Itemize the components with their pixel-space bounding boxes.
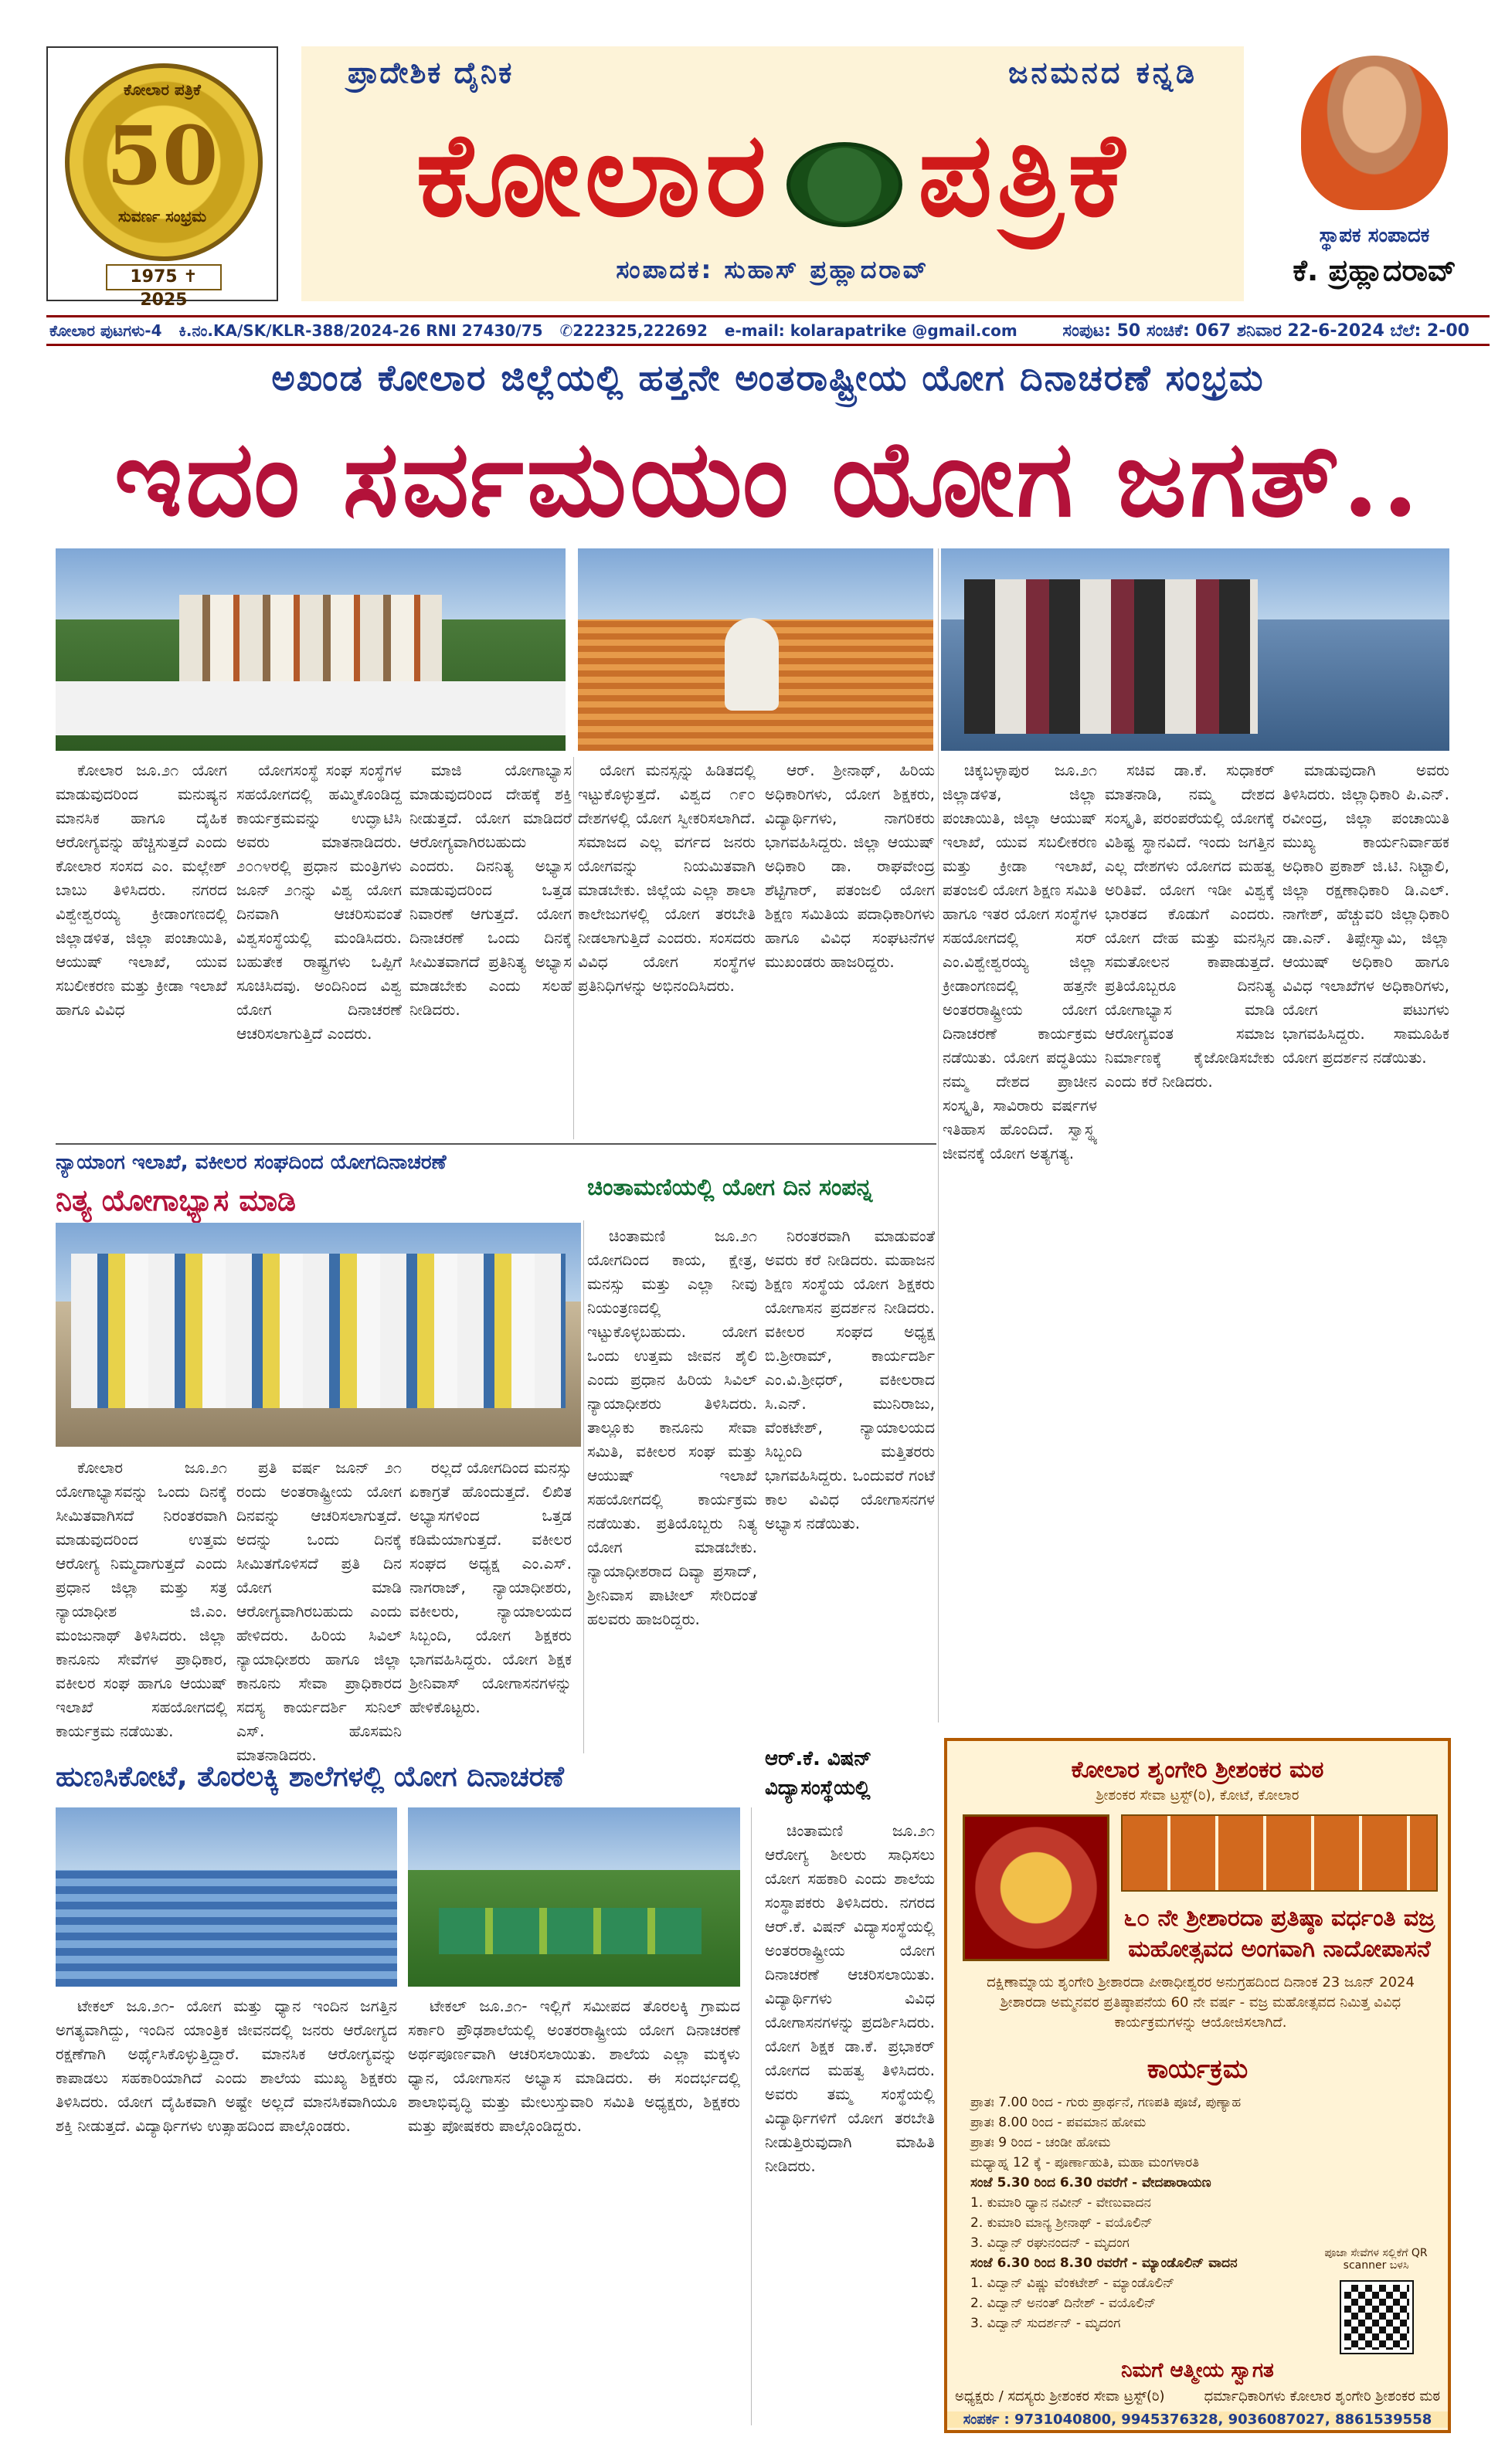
main-story-col-1: ಕೋಲಾರ ಜೂ.೨೧ ಯೋಗ ಮಾಡುವುದರಿಂದ ಮನುಷ್ಯನ ಮಾನಸಿಕ ಹಾಗೂ ದೈಹಿಕ ಆರೋಗ್ಯವನ್ನು ಹೆಚ್ಚಿಸುತ್ತದೆ ಎಂದು ಕೋಲಾರ ಸಂಸದ ಎಂ. ಮಲ್ಲೇಶ್ ಬಾಬು ತಿಳಿಸಿದರು. ನಗರದ ವಿಶ್ವೇಶ್ವರಯ್ಯ ಕ್ರೀಡಾಂಗಣದಲ್ಲಿ ಜಿಲ್ಲಾಡಳಿತ, ಜಿಲ್ಲಾ ಪಂಚಾಯಿತಿ, ಆಯುಷ್ ಇಲಾಖೆ, ಯುವ ಸಬಲೀಕರಣ ಮತ್ತು ಕ್ರೀಡಾ ಇಲಾಖೆ ಹಾಗೂ ವಿವಿಧ: [56, 761, 227, 1019]
page-count: ಕೋಲಾರ ಪುಟಗಳು-4: [49, 321, 162, 340]
qr-caption: ಪೂಜಾ ಸೇವೆಗಳ ಸಲ್ಲಿಕೆಗೆ QR scanner ಬಳಸಿ: [1324, 2247, 1428, 2272]
logo-number: 50: [106, 108, 219, 203]
lead-kicker: ಅಖಂಡ ಕೋಲಾರ ಜಿಲ್ಲೆಯಲ್ಲಿ ಹತ್ತನೇ ಅಂತರಾಷ್ಟ್ರೀಯ ಯೋಗ ದಿನಾಚರಣೆ ಸಂಭ್ರಮ: [271, 357, 1265, 399]
ad-announcement: ೬೦ ನೇ ಶ್ರೀಶಾರದಾ ಪ್ರತಿಷ್ಠಾ ವರ್ಧಂತಿ ವಜ್ರ ಮಹೋತ್ಸವದ ಅಂಗವಾಗಿ ನಾದೋಪಾಸನೆ: [1123, 1905, 1435, 1963]
deity-image: [963, 1814, 1109, 1961]
lead-headline: ಇದಂ ಸರ್ವಮಯಂ ಯೋಗ ಜಗತ್..: [114, 417, 1422, 541]
schedule-item: ಪ್ರಾತಃ 7.00 ರಿಂದ - ಗುರು ಪ್ರಾರ್ಥನೆ, ಗಣಪತಿ ಪೂಜೆ, ಪುಣ್ಯಾಹ: [970, 2095, 1242, 2110]
main-story-col-6: ಚಿಕ್ಕಬಳ್ಳಾಪುರ ಜೂ.೨೧ ಜಿಲ್ಲಾಡಳಿತ, ಜಿಲ್ಲಾ ಪಂಚಾಯಿತಿ, ಜಿಲ್ಲಾ ಆಯುಷ್ ಇಲಾಖೆ, ಯುವ ಸಬಲೀಕರಣ ಮತ್ತು ಕ್ರೀಡಾ ಇಲಾಖೆ, ಪತಂಜಲಿ ಯೋಗ ಶಿಕ್ಷಣ ಸಮಿತಿ ಹಾಗೂ ಇತರ ಯೋಗ ಸಂಸ್ಥೆಗಳ ಸಹಯೋಗದಲ್ಲಿ ಸರ್ ಎಂ.ವಿಶ್ವೇಶ್ವರಯ್ಯ ಜಿಲ್ಲಾ ಕ್ರೀಡಾಂಗಣದಲ್ಲಿ ಹತ್ತನೇ ಅಂತರರಾಷ್ಟ್ರೀಯ ಯೋಗ ದಿನಾಚರಣೆ ಕಾರ್ಯಕ್ರಮ ನಡೆಯಿತು. ಯೋಗ ಪದ್ಧತಿಯು ನಮ್ಮ ದೇಶದ ಪ್ರಾಚೀನ ಸಂಸ್ಕೃತಿ, ಸಾವಿರಾರು ವರ್ಷಗಳ ಇತಿಹಾಸ ಹೊಂದಿದೆ. ಸ್ವಾಸ್ಥ್ಯ ಜೀವನಕ್ಕೆ ಯೋಗ ಅತ್ಯಗತ್ಯ.: [943, 761, 1097, 1162]
founder-name: ಕೆ. ಪ್ರಹ್ಲಾದರಾವ್: [1293, 253, 1456, 287]
schedule-item: 1. ವಿದ್ವಾನ್ ವಿಷ್ಣು ವೆಂಕಟೇಶ್ - ಮ್ಯಾಂಡೊಲಿನ್: [970, 2276, 1175, 2291]
founder-role: ಸ್ಥಾಪಕ ಸಂಪಾದಕ: [1319, 224, 1430, 247]
logo-top-text: ಕೋಲಾರ ಪತ್ರಿಕೆ: [124, 80, 201, 99]
registration-number: ಕಿ.ನಂ.KA/SK/KLR-388/2024-26 RNI 27430/75: [178, 321, 543, 340]
photo-yoga-pose: [578, 548, 933, 751]
schedule-item: ಸಂಜೆ 5.30 ರಿಂದ 6.30 ರವರೆಗೆ - ವೇದಪಾರಾಯಣ: [970, 2175, 1211, 2191]
schedule-item: 1. ಕುಮಾರಿ ಧ್ಯಾನ ನವೀನ್ - ವೇಣುವಾದನ: [970, 2195, 1151, 2211]
schedule-item: 3. ವಿದ್ವಾನ್ ಸುದರ್ಶನ್ - ಮೃದಂಗ: [970, 2316, 1121, 2331]
ad-welcome: ನಿಮಗೆ ಆತ್ಮೀಯ ಸ್ವಾಗತ: [1121, 2359, 1274, 2382]
chintamani-story-headline: ಚಿಂತಾಮಣಿಯಲ್ಲಿ ಯೋಗ ದಿನ ಸಂಪನ್ನ: [587, 1174, 873, 1201]
ad-title: ಕೋಲಾರ ಶೃಂಗೇರಿ ಶ್ರೀಶಂಕರ ಮಠ: [1071, 1756, 1324, 1784]
ad-subtitle: ಶ್ರೀಶಂಕರ ಸೇವಾ ಟ್ರಸ್ಟ್(ರಿ), ಕೋಟೆ, ಕೋಲಾರ: [1096, 1787, 1299, 1804]
schools-story-headline: ಹುಣಸಿಕೋಟೆ, ತೊರಲಕ್ಕಿ ಶಾಲೆಗಳಲ್ಲಿ ಯೋಗ ದಿನಾಚರಣೆ: [56, 1761, 564, 1793]
court-story-col-1: ಕೋಲಾರ ಜೂ.೨೧ ಯೋಗಾಭ್ಯಾಸವನ್ನು ಒಂದು ದಿನಕ್ಕೆ ಸೀಮಿತವಾಗಿಸದೆ ನಿರಂತರವಾಗಿ ಮಾಡುವುದರಿಂದ ಉತ್ತಮ ಆರೋಗ್ಯ ನಿಮ್ಮದಾಗುತ್ತದೆ ಎಂದು ಪ್ರಧಾನ ಜಿಲ್ಲಾ ಮತ್ತು ಸತ್ರ ನ್ಯಾಯಾಧೀಶ ಜಿ.ಎಂ. ಮಂಜುನಾಥ್ ತಿಳಿಸಿದರು. ಜಿಲ್ಲಾ ಕಾನೂನು ಸೇವೆಗಳ ಪ್ರಾಧಿಕಾರ, ವಕೀಲರ ಸಂಘ ಹಾಗೂ ಆಯುಷ್ ಇಲಾಖೆ ಸಹಯೋಗದಲ್ಲಿ ಕಾರ್ಯಕ್ರಮ ನಡೆಯಿತು.: [56, 1458, 227, 1740]
main-story-col-4: ಯೋಗ ಮನಸ್ಸನ್ನು ಹಿಡಿತದಲ್ಲಿ ಇಟ್ಟುಕೊಳ್ಳುತ್ತದೆ. ವಿಶ್ವದ ೧೯೦ ದೇಶಗಳಲ್ಲಿ ಯೋಗ ಸ್ವೀಕರಿಸಲಾಗಿದೆ. ಸಮಾಜದ ಎಲ್ಲ ವರ್ಗದ ಜನರು ಯೋಗವನ್ನು ನಿಯಮಿತವಾಗಿ ಮಾಡಬೇಕು. ಜಿಲ್ಲೆಯ ಎಲ್ಲಾ ಶಾಲಾ ಕಾಲೇಜುಗಳಲ್ಲಿ ಯೋಗ ತರಬೇತಿ ನೀಡಲಾಗುತ್ತಿದೆ ಎಂದರು. ಸಂಸದರು ವಿವಿಧ ಯೋಗ ಸಂಸ್ಥೆಗಳ ಪ್ರತಿನಿಧಿಗಳನ್ನು ಅಭಿನಂದಿಸಿದರು.: [578, 761, 756, 995]
schedule-item: ಸಂಜೆ 6.30 ರಿಂದ 8.30 ರವರೆಗೆ - ಮ್ಯಾಂಡೊಲಿನ್ ವಾದನ: [970, 2255, 1238, 2271]
photo-school-yoga-1: [56, 1807, 397, 1987]
paper-title: [317, 107, 1228, 245]
founder-photo: [1301, 56, 1448, 210]
column-rule: [938, 548, 939, 1722]
ad-description: ದಕ್ಷಿಣಾಮ್ನಾಯ ಶೃಂಗೇರಿ ಶ್ರೀಶಾರದಾ ಪೀಠಾಧೀಶ್ವರರ ಅನುಗ್ರಹದಿಂದ ದಿನಾಂಕ 23 ಜೂನ್ 2024 ಶ್ರೀಶಾರದಾ ಅಮ್ಮನವರ ಪ್ರತಿಷ್ಠಾಪನೆಯ 60 ನೇ ವರ್ಷ - ವಜ್ರ ಮಹೋತ್ಸವದ ನಿಮಿತ್ತ ವಿವಿಧ ಕಾರ್ಯಕ್ರಮಗಳನ್ನು ಆಯೋಜಿಸಲಾಗಿದೆ.: [987, 1974, 1415, 2031]
editor-line: ಸಂಪಾದಕ: ಸುಹಾಸ್ ಪ್ರಹ್ಲಾದರಾವ್: [616, 255, 929, 284]
logo-years: 1975 ✝ 2025: [106, 264, 222, 290]
section-divider: [56, 1143, 936, 1145]
temple-advertisement: [944, 1738, 1451, 2433]
ad-foot-left: ಅಧ್ಯಕ್ಷರು / ಸದಸ್ಯರು ಶ್ರೀಶಂಕರ ಸೇವಾ ಟ್ರಸ್ಟ್(ರಿ): [955, 2388, 1165, 2405]
schedule-item: 2. ವಿದ್ವಾನ್ ಅನಂತ್ ದಿನೇಶ್ - ವಯೊಲಿನ್: [970, 2296, 1157, 2311]
masthead: [46, 46, 1490, 309]
elephant-emblem-icon: [786, 142, 902, 227]
court-story-col-3: ರಲ್ಲದೆ ಯೋಗದಿಂದ ಮನಸ್ಸು ಏಕಾಗ್ರತೆ ಹೊಂದುತ್ತದೆ. ಲಿಖಿತ ಅಭ್ಯಾಸಗಳಿಂದ ಒತ್ತಡ ಕಡಿಮೆಯಾಗುತ್ತದೆ. ವಕೀಲರ ಸಂಘದ ಅಧ್ಯಕ್ಷ ಎಂ.ಎಸ್. ನಾಗರಾಜ್, ನ್ಯಾಯಾಧೀಶರು, ವಕೀಲರು, ನ್ಯಾಯಾಲಯದ ಸಿಬ್ಬಂದಿ, ಯೋಗ ಶಿಕ್ಷಕರು ಭಾಗವಹಿಸಿದ್ದರು. ಯೋಗ ಶಿಕ್ಷಕ ಶ್ರೀನಿವಾಸ್ ಯೋಗಾಸನಗಳನ್ನು ಹೇಳಿಕೊಟ್ಟರು.: [409, 1458, 572, 1716]
vidya-story-headline: ಆರ್.ಕೆ. ವಿಷನ್ ವಿದ್ಯಾಸಂಸ್ಥೆಯಲ್ಲಿ: [765, 1747, 872, 1800]
schedule-item: ಪ್ರಾತಃ 8.00 ರಿಂದ - ಪವಮಾನ ಹೋಮ: [970, 2115, 1147, 2130]
email-address: e-mail: kolarapatrike @gmail.com: [724, 321, 1017, 340]
tagline-left: ಪ್ರಾದೇಶಿಕ ದೈನಿಕ: [348, 56, 514, 90]
column-rule: [573, 757, 574, 1139]
photo-school-yoga-2: [408, 1807, 740, 1987]
schedule-item: 3. ವಿದ್ವಾನ್ ರಘುನಂದನ್ - ಮೃದಂಗ: [970, 2235, 1130, 2251]
issue-details: ಸಂಪುಟ: 50 ಸಂಚಿಕೆ: 067 ಶನಿವಾರ 22-6-2024 ಬೆಲೆ: 2-00: [1062, 321, 1469, 341]
main-story-col-5: ಆರ್. ಶ್ರೀನಾಥ್, ಹಿರಿಯ ಅಧಿಕಾರಿಗಳು, ಯೋಗ ಶಿಕ್ಷಕರು, ವಿದ್ಯಾರ್ಥಿಗಳು, ನಾಗರಿಕರು ಭಾಗವಹಿಸಿದ್ದರು. ಜಿಲ್ಲಾ ಆಯುಷ್ ಅಧಿಕಾರಿ ಡಾ. ರಾಘವೇಂದ್ರ ಶೆಟ್ಟಿಗಾರ್, ಪತಂಜಲಿ ಯೋಗ ಶಿಕ್ಷಣ ಸಮಿತಿಯ ಪದಾಧಿಕಾರಿಗಳು ಹಾಗೂ ವಿವಿಧ ಸಂಘಟನೆಗಳ ಮುಖಂಡರು ಹಾಜರಿದ್ದರು.: [765, 761, 935, 971]
schedule-item: ಮಧ್ಯಾಹ್ನ 12 ಕ್ಕೆ - ಪೂರ್ಣಾಹುತಿ, ಮಹಾ ಮಂಗಳಾರತಿ: [970, 2155, 1200, 2170]
main-story-col-2: ಯೋಗಸಂಸ್ಥೆ ಸಂಘ ಸಂಸ್ಥೆಗಳ ಸಹಯೋಗದಲ್ಲಿ ಹಮ್ಮಿಕೊಂಡಿದ್ದ ಕಾರ್ಯಕ್ರಮವನ್ನು ಉದ್ಘಾಟಿಸಿ ಅವರು ಮಾತನಾಡಿದರು. ೨೦೧೪ರಲ್ಲಿ ಪ್ರಧಾನ ಮಂತ್ರಿಗಳು ಜೂನ್ ೨೧ನ್ನು ವಿಶ್ವ ಯೋಗ ದಿನವಾಗಿ ಆಚರಿಸುವಂತೆ ವಿಶ್ವಸಂಸ್ಥೆಯಲ್ಲಿ ಮಂಡಿಸಿದರು. ಬಹುತೇಕ ರಾಷ್ಟ್ರಗಳು ಒಪ್ಪಿಗೆ ಸೂಚಿಸಿದವು. ಅಂದಿನಿಂದ ವಿಶ್ವ ಯೋಗ ದಿನಾಚರಣೆ ಆಚರಿಸಲಾಗುತ್ತಿದೆ ಎಂದರು.: [236, 761, 402, 1043]
court-story-headline: ನಿತ್ಯ ಯೋಗಾಭ್ಯಾಸ ಮಾಡಿ: [56, 1183, 296, 1217]
schools-story-col-2: ಟೇಕಲ್ ಜೂ.೨೧- ಇಲ್ಲಿಗೆ ಸಮೀಪದ ತೊರಲಕ್ಕಿ ಗ್ರಾಮದ ಸರ್ಕಾರಿ ಪ್ರೌಢಶಾಲೆಯಲ್ಲಿ ಅಂತರರಾಷ್ಟ್ರೀಯ ಯೋಗ ದಿನಾಚರಣೆ ಅರ್ಥಪೂರ್ಣವಾಗಿ ಆಚರಿಸಲಾಯಿತು. ಶಾಲೆಯ ಎಲ್ಲಾ ಮಕ್ಕಳು ಧ್ಯಾನ, ಯೋಗಾಸನ ಅಭ್ಯಾಸ ಮಾಡಿದರು. ಈ ಸಂದರ್ಭದಲ್ಲಿ ಶಾಲಾಭಿವೃದ್ಧಿ ಮತ್ತು ಮೇಲುಸ್ತುವಾರಿ ಸಮಿತಿ ಅಧ್ಯಕ್ಷರು, ಶಿಕ್ಷಕರು ಮತ್ತು ಪೋಷಕರು ಪಾಲ್ಗೊಂಡಿದ್ದರು.: [408, 1997, 740, 2135]
ad-footer: [955, 2388, 1440, 2405]
gurus-images: [1121, 1814, 1438, 1892]
column-rule: [583, 1220, 584, 1753]
court-story-kicker: ನ್ಯಾಯಾಂಗ ಇಲಾಖೆ, ವಕೀಲರ ಸಂಘದಿಂದ ಯೋಗದಿನಾಚರಣೆ: [56, 1151, 447, 1174]
ad-program-title: ಕಾರ್ಯಕ್ರಮ: [1147, 2054, 1249, 2085]
main-story-col-8: ಮಾಡುವುದಾಗಿ ಅವರು ತಿಳಿಸಿದರು. ಜಿಲ್ಲಾಧಿಕಾರಿ ಪಿ.ಎನ್. ರವೀಂದ್ರ, ಜಿಲ್ಲಾ ಪಂಚಾಯಿತಿ ಮುಖ್ಯ ಕಾರ್ಯನಿರ್ವಾಹಕ ಅಧಿಕಾರಿ ಪ್ರಕಾಶ್ ಜಿ.ಟಿ. ನಿಟ್ಟಾಲಿ, ಜಿಲ್ಲಾ ರಕ್ಷಣಾಧಿಕಾರಿ ಡಿ.ಎಲ್. ನಾಗೇಶ್, ಹೆಚ್ಚುವರಿ ಜಿಲ್ಲಾಧಿಕಾರಿ ಡಾ.ಎನ್. ತಿಪ್ಪೇಸ್ವಾಮಿ, ಜಿಲ್ಲಾ ಆಯುಷ್ ಅಧಿಕಾರಿ ಹಾಗೂ ವಿವಿಧ ಇಲಾಖೆಗಳ ಅಧಿಕಾರಿಗಳು, ಯೋಗ ಪಟುಗಳು ಭಾಗವಹಿಸಿದ್ದರು. ಸಾಮೂಹಿಕ ಯೋಗ ಪ್ರದರ್ಶನ ನಡೆಯಿತು.: [1282, 761, 1449, 1067]
column-rule: [751, 1807, 752, 2425]
vidya-story-col: ಚಿಂತಾಮಣಿ ಜೂ.೨೧ ಆರೋಗ್ಯ ಶೀಲರು ಸಾಧಿಸಲು ಯೋಗ ಸಹಕಾರಿ ಎಂದು ಶಾಲೆಯ ಸಂಸ್ಥಾಪಕರು ತಿಳಿಸಿದರು. ನಗರದ ಆರ್.ಕೆ. ವಿಷನ್ ವಿದ್ಯಾಸಂಸ್ಥೆಯಲ್ಲಿ ಅಂತರರಾಷ್ಟ್ರೀಯ ಯೋಗ ದಿನಾಚರಣೆ ಆಚರಿಸಲಾಯಿತು. ವಿದ್ಯಾರ್ಥಿಗಳು ವಿವಿಧ ಯೋಗಾಸನಗಳನ್ನು ಪ್ರದರ್ಶಿಸಿದರು. ಯೋಗ ಶಿಕ್ಷಕ ಡಾ.ಕೆ. ಪ್ರಭಾಕರ್ ಯೋಗದ ಮಹತ್ವ ತಿಳಿಸಿದರು. ಅವರು ತಮ್ಮ ಸಂಸ್ಥೆಯಲ್ಲಿ ವಿದ್ಯಾರ್ಥಿಗಳಿಗೆ ಯೋಗ ತರಬೇತಿ ನೀಡುತ್ತಿರುವುದಾಗಿ ಮಾಹಿತಿ ನೀಡಿದರು.: [765, 1821, 935, 2175]
main-story-col-3: ಮಾಜಿ ಯೋಗಾಭ್ಯಾಸ ಮಾಡುವುದರಿಂದ ದೇಹಕ್ಕೆ ಶಕ್ತಿ ನೀಡುತ್ತದೆ. ಯೋಗ ಮಾಡಿದರೆ ಆರೋಗ್ಯವಾಗಿರಬಹುದು ಎಂದರು. ದಿನನಿತ್ಯ ಅಭ್ಯಾಸ ಮಾಡುವುದರಿಂದ ಒತ್ತಡ ನಿವಾರಣೆ ಆಗುತ್ತದೆ. ಯೋಗ ದಿನಾಚರಣೆ ಒಂದು ದಿನಕ್ಕೆ ಸೀಮಿತವಾಗದೆ ಪ್ರತಿನಿತ್ಯ ಅಭ್ಯಾಸ ಮಾಡಬೇಕು ಎಂದು ಸಲಹೆ ನೀಡಿದರು.: [409, 761, 572, 1019]
title-box: [301, 46, 1244, 301]
main-story-col-7: ಸಚಿವ ಡಾ.ಕೆ. ಸುಧಾಕರ್ ಮಾತನಾಡಿ, ನಮ್ಮ ದೇಶದ ಸಂಸ್ಕೃತಿ, ಪರಂಪರೆಯಲ್ಲಿ ಯೋಗಕ್ಕೆ ವಿಶಿಷ್ಟ ಸ್ಥಾನವಿದೆ. ಇಂದು ಜಗತ್ತಿನ ಎಲ್ಲ ದೇಶಗಳು ಯೋಗದ ಮಹತ್ವ ಅರಿತಿವೆ. ಯೋಗ ಇಡೀ ವಿಶ್ವಕ್ಕೆ ಭಾರತದ ಕೊಡುಗೆ ಎಂದರು. ಯೋಗ ದೇಹ ಮತ್ತು ಮನಸ್ಸಿನ ಸಮತೋಲನ ಕಾಪಾಡುತ್ತದೆ. ಪ್ರತಿಯೊಬ್ಬರೂ ದಿನನಿತ್ಯ ಯೋಗಾಭ್ಯಾಸ ಮಾಡಿ ಆರೋಗ್ಯವಂತ ಸಮಾಜ ನಿರ್ಮಾಣಕ್ಕೆ ಕೈಜೋಡಿಸಬೇಕು ಎಂದು ಕರೆ ನೀಡಿದರು.: [1105, 761, 1275, 1091]
golden-jubilee-logo: [46, 46, 278, 310]
ad-phone-numbers: ಸಂಪರ್ಕ : 9731040800, 9945376328, 9036087027, 8861539558: [947, 2411, 1448, 2428]
photo-lamp-lighting: [941, 548, 1449, 751]
schools-story-col-1: ಟೇಕಲ್ ಜೂ.೨೧- ಯೋಗ ಮತ್ತು ಧ್ಯಾನ ಇಂದಿನ ಜಗತ್ತಿನ ಅಗತ್ಯವಾಗಿದ್ದು, ಇಂದಿನ ಯಾಂತ್ರಿಕ ಜೀವನದಲ್ಲಿ ಜನರು ಆರೋಗ್ಯದ ರಕ್ಷಣೆಗಾಗಿ ಅರ್ಥೈಸಿಕೊಳ್ಳುತ್ತಿದ್ದಾರೆ. ಮಾನಸಿಕ ಆರೋಗ್ಯವನ್ನು ಕಾಪಾಡಲು ಸಹಕಾರಿಯಾಗಿದೆ ಎಂದು ಶಾಲೆಯ ಮುಖ್ಯ ಶಿಕ್ಷಕರು ತಿಳಿಸಿದರು. ಯೋಗ ದೈಹಿಕವಾಗಿ ಅಷ್ಟೇ ಅಲ್ಲದೆ ಮಾನಸಿಕವಾಗಿಯೂ ಶಕ್ತಿ ನೀಡುತ್ತದೆ. ವಿದ್ಯಾರ್ಥಿಗಳು ಉತ್ಸಾಹದಿಂದ ಪಾಲ್ಗೊಂಡರು.: [56, 1997, 397, 2135]
court-story-col-2: ಪ್ರತಿ ವರ್ಷ ಜೂನ್ ೨೧ ರಂದು ಅಂತರಾಷ್ಟ್ರೀಯ ಯೋಗ ದಿನವನ್ನು ಆಚರಿಸಲಾಗುತ್ತದೆ. ಅದನ್ನು ಒಂದು ದಿನಕ್ಕೆ ಸೀಮಿತಗೊಳಿಸದೆ ಪ್ರತಿ ದಿನ ಯೋಗ ಮಾಡಿ ಆರೋಗ್ಯವಾಗಿರಬಹುದು ಎಂದು ಹೇಳಿದರು. ಹಿರಿಯ ಸಿವಿಲ್ ನ್ಯಾಯಾಧೀಶರು ಹಾಗೂ ಜಿಲ್ಲಾ ಕಾನೂನು ಸೇವಾ ಪ್ರಾಧಿಕಾರದ ಸದಸ್ಯ ಕಾರ್ಯದರ್ಶಿ ಸುನಿಲ್ ಎಸ್. ಹೊಸಮನಿ ಮಾತನಾಡಿದರು.: [236, 1458, 402, 1764]
phone-numbers: ✆222325,222692: [559, 321, 708, 340]
ad-foot-right: ಧರ್ಮಾಧಿಕಾರಿಗಳು ಕೋಲಾರ ಶೃಂಗೇರಿ ಶ್ರೀಶಂಕರ ಮಠ: [1204, 2388, 1440, 2405]
schedule-item: 2. ಕುಮಾರಿ ಮಾನ್ಯ ಶ್ರೀನಾಥ್ - ವಯೊಲಿನ್: [970, 2215, 1153, 2231]
founder-block: [1259, 46, 1490, 301]
logo-bottom-text: ಸುವರ್ಣ ಸಂಭ್ರಮ: [117, 207, 207, 226]
photo-stage-event: [56, 548, 566, 751]
title-right: ಪತ್ರಿಕೆ: [918, 107, 1130, 243]
chintamani-story-col-1: ಚಿಂತಾಮಣಿ ಜೂ.೨೧ ಯೋಗದಿಂದ ಕಾಯ, ಕ್ಷೇತ್ರ, ಮನಸ್ಸು ಮತ್ತು ಎಲ್ಲಾ ನೀವು ನಿಯಂತ್ರಣದಲ್ಲಿ ಇಟ್ಟುಕೊಳ್ಳಬಹುದು. ಯೋಗ ಒಂದು ಉತ್ತಮ ಜೀವನ ಶೈಲಿ ಎಂದು ಪ್ರಧಾನ ಹಿರಿಯ ಸಿವಿಲ್ ನ್ಯಾಯಾಧೀಶರು ತಿಳಿಸಿದರು. ತಾಲ್ಲೂಕು ಕಾನೂನು ಸೇವಾ ಸಮಿತಿ, ವಕೀಲರ ಸಂಘ ಮತ್ತು ಆಯುಷ್ ಇಲಾಖೆ ಸಹಯೋಗದಲ್ಲಿ ಕಾರ್ಯಕ್ರಮ ನಡೆಯಿತು. ಪ್ರತಿಯೊಬ್ಬರು ನಿತ್ಯ ಯೋಗ ಮಾಡಬೇಕು. ನ್ಯಾಯಾಧೀಶರಾದ ದಿವ್ಯಾ ಪ್ರಸಾದ್, ಶ್ರೀನಿವಾಸ ಪಾಟೀಲ್ ಸೇರಿದಂತೆ ಹಲವರು ಹಾಜರಿದ್ದರು.: [587, 1227, 757, 1628]
info-strip: [46, 315, 1490, 346]
chintamani-story-col-2: ನಿರಂತರವಾಗಿ ಮಾಡುವಂತೆ ಅವರು ಕರೆ ನೀಡಿದರು. ಮಹಾಜನ ಶಿಕ್ಷಣ ಸಂಸ್ಥೆಯ ಯೋಗ ಶಿಕ್ಷಕರು ಯೋಗಾಸನ ಪ್ರದರ್ಶನ ನೀಡಿದರು. ವಕೀಲರ ಸಂಘದ ಅಧ್ಯಕ್ಷ ಬಿ.ಶ್ರೀರಾಮ್, ಕಾರ್ಯದರ್ಶಿ ಎಂ.ವಿ.ಶ್ರೀಧರ್, ವಕೀಲರಾದ ಸಿ.ಎನ್. ಮುನಿರಾಜು, ವೆಂಕಟೇಶ್, ನ್ಯಾಯಾಲಯದ ಸಿಬ್ಬಂದಿ ಮತ್ತಿತರರು ಭಾಗವಹಿಸಿದ್ದರು. ಒಂದುವರೆ ಗಂಟೆ ಕಾಲ ವಿವಿಧ ಯೋಗಾಸನಗಳ ಅಭ್ಯಾಸ ನಡೆಯಿತು.: [765, 1227, 935, 1532]
tagline-right: ಜನಮನದ ಕನ್ನಡಿ: [1007, 56, 1198, 90]
photo-court-yoga: [56, 1223, 581, 1447]
qr-code-icon: [1341, 2282, 1412, 2353]
ad-schedule: [970, 2092, 1310, 2333]
title-left: ಕೋಲಾರ: [416, 107, 772, 243]
schedule-item: ಪ್ರಾತಃ 9 ರಿಂದ - ಚಂಡೀ ಹೋಮ: [970, 2135, 1111, 2150]
